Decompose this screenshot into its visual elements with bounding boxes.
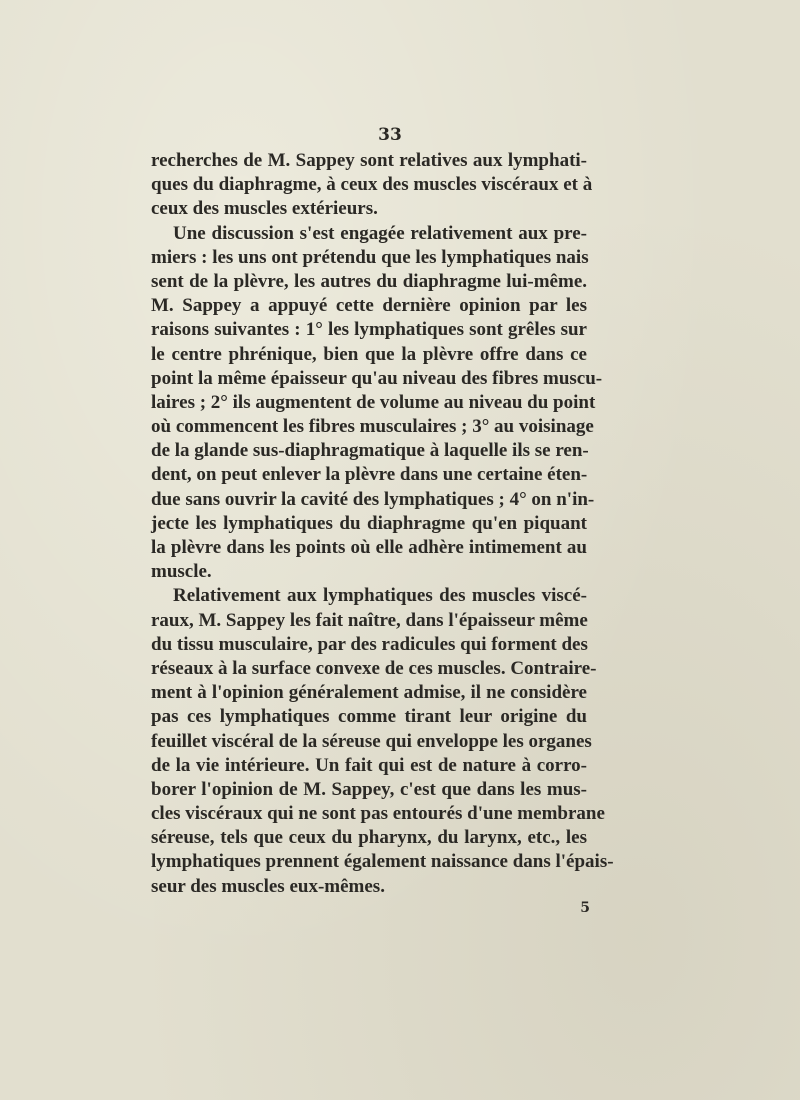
text-line: dent, on peut enlever la plèvre dans une certaine éten- — [151, 464, 588, 486]
text-line: de la glande sus-diaphragmatique à laquelle ils se ren- — [151, 440, 589, 462]
text-line: borer l'opinion de M. Sappey, c'est que dans les mus- — [151, 778, 587, 800]
text-line: point la même épaisseur qu'au niveau des fibres muscu- — [151, 367, 603, 389]
text-line: pas ces lymphatiques comme tirant leur origine du — [151, 706, 587, 728]
text-line: le centre phrénique, bien que la plèvre offre dans ce — [151, 343, 587, 365]
text-line: du tissu musculaire, par des radicules qui forment des — [151, 633, 588, 655]
text-line: la plèvre dans les points où elle adhère intimement au — [151, 537, 587, 558]
text-line: jecte les lymphatiques du diaphragme qu'en piquant — [151, 512, 587, 534]
text-line: ques du diaphragme, à ceux des muscles viscéraux et à — [151, 174, 593, 196]
page-number: 33 — [378, 125, 402, 145]
text-line: raux, M. Sappey les fait naître, dans l'épaisseur même — [151, 609, 588, 631]
text-line: raisons suivantes : 1° les lymphatiques sont grêles sur — [151, 319, 587, 341]
text-line: seur des muscles eux-mêmes. — [151, 875, 385, 897]
text-line: Relativement aux lymphatiques des muscles viscé- — [173, 585, 587, 607]
text-line: séreuse, tels que ceux du pharynx, du larynx, etc., les — [151, 827, 587, 849]
text-line: lymphatiques prennent également naissance dans l'épais- — [151, 851, 614, 873]
text-line: Une discussion s'est engagée relativement aux pre- — [173, 222, 587, 244]
signature-mark: 5 — [580, 900, 590, 916]
text-line: sent de la plèvre, les autres du diaphragme lui-même. — [151, 270, 587, 292]
text-line: M. Sappey a appuyé cette dernière opinion par les — [151, 295, 587, 317]
text-line: réseaux à la surface convexe de ces muscles. Contraire- — [151, 657, 597, 679]
text-line: recherches de M. Sappey sont relatives aux lymphati- — [151, 150, 587, 171]
text-line: où commencent les fibres musculaires ; 3° au voisinage — [151, 416, 594, 438]
text-line: ceux des muscles extérieurs. — [151, 198, 378, 220]
text-line: muscle. — [151, 561, 212, 583]
text-line: feuillet viscéral de la séreuse qui enveloppe les organes — [151, 730, 592, 752]
text-line: due sans ouvrir la cavité des lymphatiques ; 4° on n'in- — [151, 488, 595, 510]
text-line: laires ; 2° ils augmentent de volume au niveau du point — [151, 391, 596, 413]
text-line: ment à l'opinion généralement admise, il ne considère — [151, 682, 587, 704]
text-line: de la vie intérieure. Un fait qui est de nature à corro- — [151, 754, 587, 776]
body-text — [151, 149, 614, 899]
text-line: miers : les uns ont prétendu que les lymphatiques nais — [151, 246, 589, 268]
text-line: cles viscéraux qui ne sont pas entourés d'une membrane — [151, 803, 605, 825]
